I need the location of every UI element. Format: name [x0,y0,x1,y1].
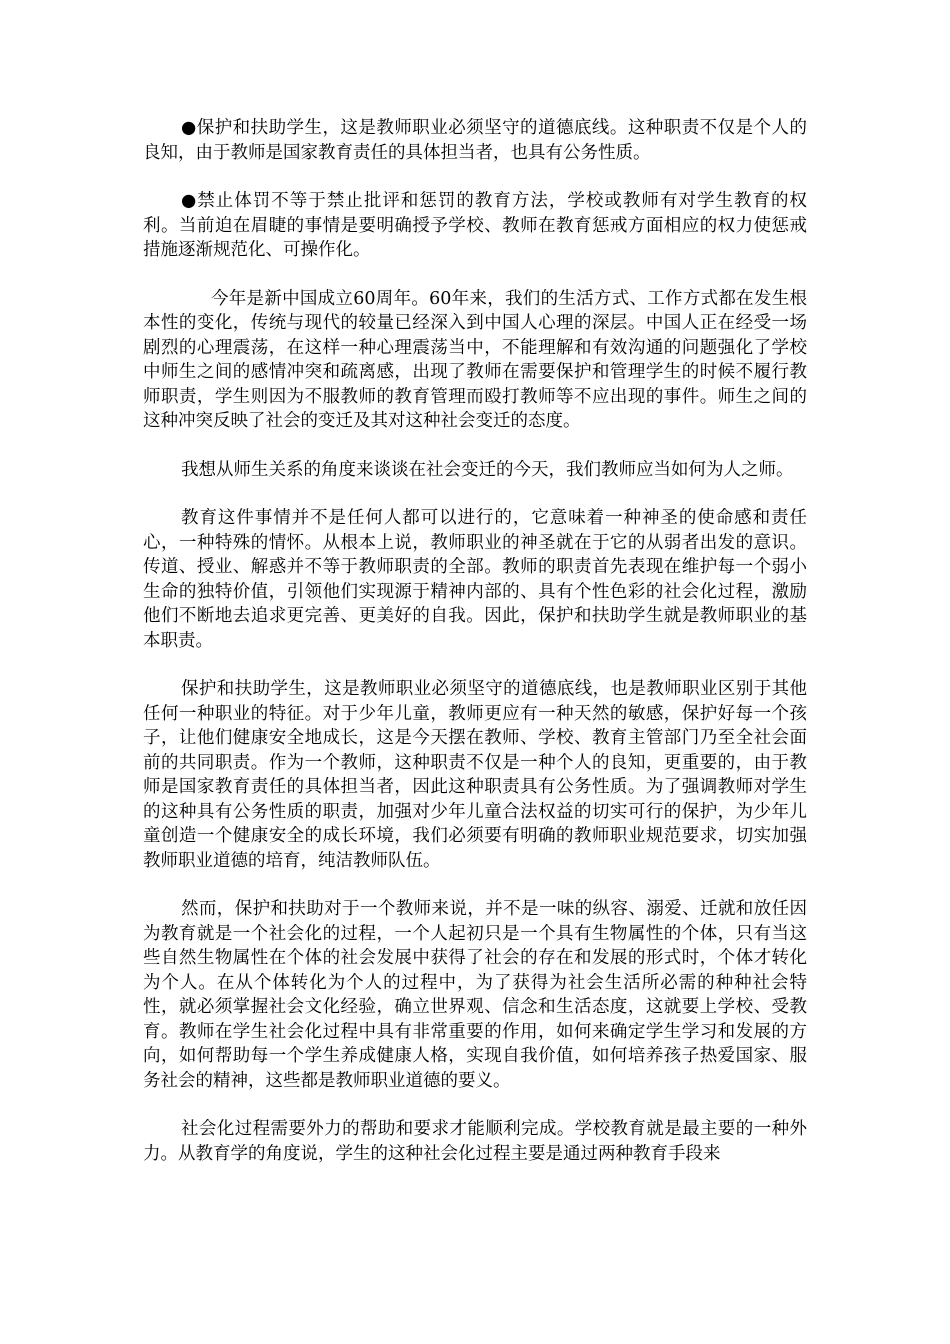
paragraph-moral-bottom-line: 保护和扶助学生，这是教师职业必须坚守的道德底线，也是教师职业区别于其他任何一种职业的特征。对于少年儿童，教师更应有一种天然的敏感，保护好每一个孩子，让他们健康安全地成长，这是今天摆在教师、学校、教育主管部门乃至全社会面前的共同职责。作为一个教师，这种职责不仅是一种个人的良知，更重要的，由于教师是国家教育责任的具体担当者，因此这种职责具有公务性质。为了强调教师对学生的这种具有公务性质的职责，加强对少年儿童合法权益的切实可行的保护，为少年儿童创造一个健康安全的成长环境，我们必须要有明确的教师职业规范要求，切实加强教师职业道德的培育，纯洁教师队伍。 [143,679,807,871]
paragraph-60th-anniversary: 今年是新中国成立60周年。60年来，我们的生活方式、工作方式都在发生根本性的变化，传统与现代的较量已经深入到中国人心理的深层。中国人正在经受一场剧烈的心理震荡，在这样一种心理震荡当中，不能理解和有效沟通的问题强化了学校中师生之间的感情冲突和疏离感，出现了教师在需要保护和管理学生的时候不履行教师职责，学生则因为不服教师的教育管理而殴打教师等不应出现的事件。师生之间的这种冲突反映了社会的变迁及其对这种社会变迁的态度。 [143,288,807,431]
bullet-paragraph-discipline: ●禁止体罚不等于禁止批评和惩罚的教育方法，学校或教师有对学生教育的权利。当前迫在眉睫的事情是要明确授予学校、教师在教育惩戒方面相应的权力使惩戒措施逐渐规范化、可操作化。 [143,191,807,260]
bullet-paragraph-protection: ●保护和扶助学生，这是教师职业必须坚守的道德底线。这种职责不仅是个人的良知，由于教师是国家教育责任的具体担当者，也具有公务性质。 [143,118,807,163]
paragraph-socialization: 然而，保护和扶助对于一个教师来说，并不是一味的纵容、溺爱、迁就和放任因为教育就是一个社会化的过程，一个人起初只是一个具有生物属性的个体，只有当这些自然生物属性在个体的社会发展中获得了社会的存在和发展的形式时，个体才转化为个人。在从个体转化为个人的过程中，为了获得为社会生活所必需的种种社会特性，就必须掌握社会文化经验，确立世界观、信念和生活态度，这就要上学校、受教育。教师在学生社会化过程中具有非常重要的作用，如何来确定学生学习和发展的方向，如何帮助每一个学生养成健康人格，实现自我价值，如何培养孩子热爱国家、服务社会的精神，这些都是教师职业道德的要义。 [143,899,807,1091]
paragraph-external-force: 社会化过程需要外力的帮助和要求才能顺利完成。学校教育就是最主要的一种外力。从教育学的角度说，学生的这种社会化过程主要是通过两种教育手段来 [143,1119,807,1164]
document-body [143,116,807,1166]
paragraph-sacred-mission: 教育这件事情并不是任何人都可以进行的，它意味着一种神圣的使命感和责任心，一种特殊的情怀。从根本上说，教师职业的神圣就在于它的从弱者出发的意识。传道、授业、解惑并不等于教师职责的全部。教师的职责首先表现在维护每一个弱小生命的独特价值，引领他们实现源于精神内部的、具有个性色彩的社会化过程，激励他们不断地去追求更完善、更美好的自我。因此，保护和扶助学生就是教师职业的基本职责。 [143,508,807,651]
paragraph-teacher-student-relations: 我想从师生关系的角度来谈谈在社会变迁的今天，我们教师应当如何为人之师。 [181,459,794,480]
